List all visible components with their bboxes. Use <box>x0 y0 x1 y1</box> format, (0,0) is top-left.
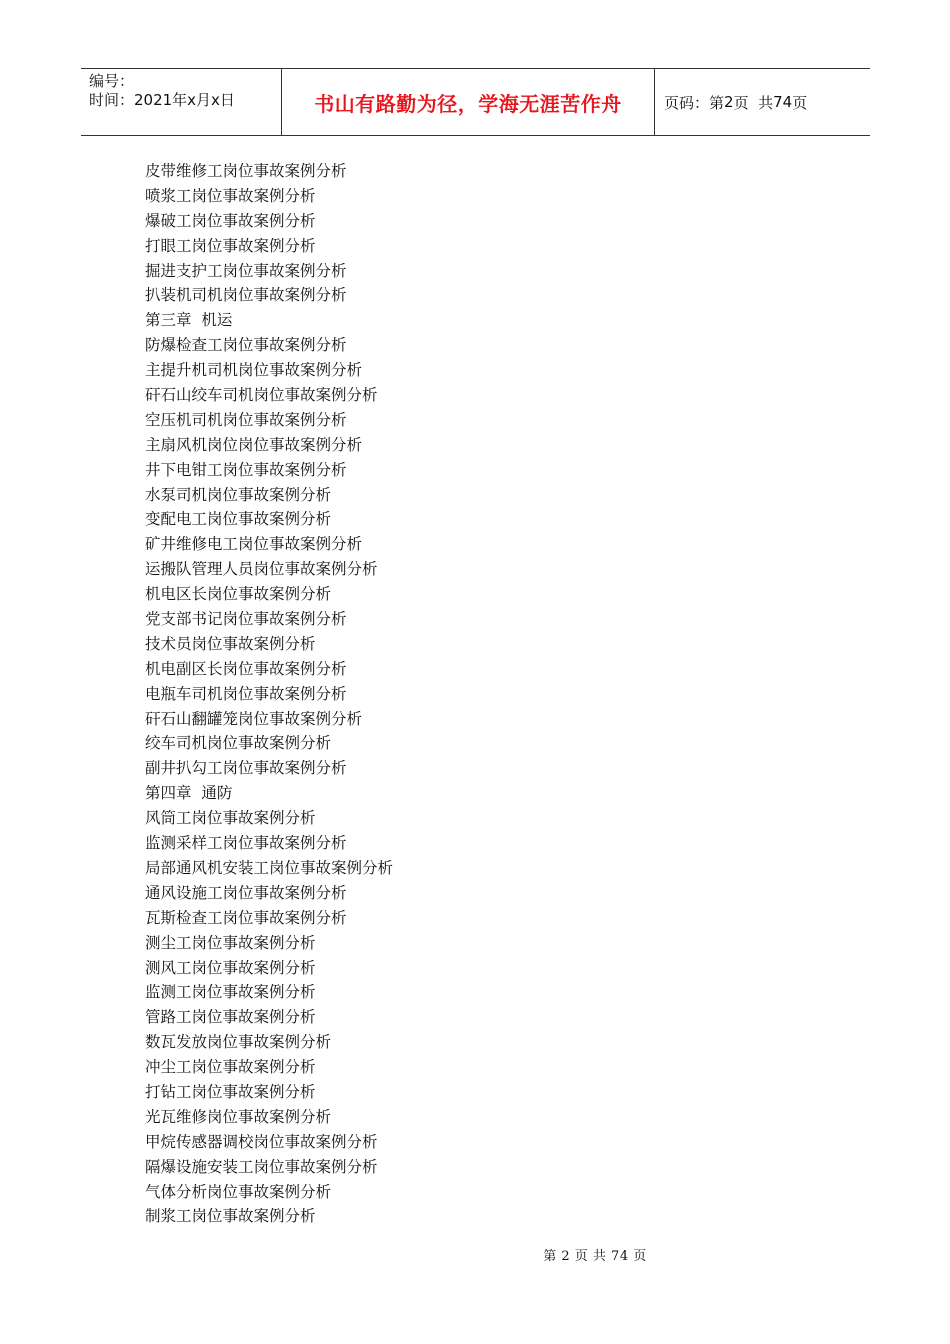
toc-item: 第三章 机运 <box>145 311 233 330</box>
toc-item: 管路工岗位事故案例分析 <box>145 1008 316 1027</box>
toc-item: 第四章 通防 <box>145 784 233 803</box>
toc-item: 防爆检查工岗位事故案例分析 <box>145 336 347 355</box>
document-number-label: 编号： <box>89 72 135 90</box>
toc-item: 皮带维修工岗位事故案例分析 <box>145 162 347 180</box>
toc-item: 电瓶车司机岗位事故案例分析 <box>145 684 347 703</box>
toc-item: 甲烷传感器调校岗位事故案例分析 <box>145 1132 378 1151</box>
page-prefix: 页码：第 <box>664 93 725 112</box>
table-of-contents <box>145 159 745 1229</box>
toc-item: 运搬队管理人员岗位事故案例分析 <box>145 560 378 579</box>
toc-item: 气体分析岗位事故案例分析 <box>145 1182 332 1201</box>
toc-item: 爆破工岗位事故案例分析 <box>145 211 316 230</box>
toc-item: 冲尘工岗位事故案例分析 <box>145 1058 316 1077</box>
page-header <box>81 68 870 136</box>
page-middle: 页 共 <box>733 93 774 112</box>
toc-item: 数瓦发放岗位事故案例分析 <box>145 1033 332 1052</box>
toc-item: 机电副区长岗位事故案例分析 <box>145 659 347 678</box>
header-page-indicator <box>655 69 870 135</box>
toc-item: 制浆工岗位事故案例分析 <box>145 1207 316 1226</box>
toc-item: 井下电钳工岗位事故案例分析 <box>145 460 347 479</box>
toc-item: 主扇风机岗位岗位事故案例分析 <box>145 435 363 454</box>
toc-item: 主提升机司机岗位事故案例分析 <box>145 361 363 380</box>
toc-item: 瓦斯检查工岗位事故案例分析 <box>145 908 347 927</box>
toc-item: 副井扒勾工岗位事故案例分析 <box>145 759 347 778</box>
page-suffix: 页 <box>792 93 808 112</box>
toc-item: 监测工岗位事故案例分析 <box>145 983 316 1002</box>
toc-item: 矸石山翻罐笼岗位事故案例分析 <box>145 709 363 728</box>
toc-item: 空压机司机岗位事故案例分析 <box>145 410 347 429</box>
toc-item: 测风工岗位事故案例分析 <box>145 958 316 977</box>
footer-page-number: 第 2 页 共 74 页 <box>543 1249 647 1264</box>
toc-item: 扒装机司机岗位事故案例分析 <box>145 286 347 305</box>
header-motto: 书山有路勤为径，学海无涯苦作舟 <box>282 69 655 135</box>
toc-item: 技术员岗位事故案例分析 <box>145 634 316 653</box>
toc-item: 打钻工岗位事故案例分析 <box>145 1082 316 1101</box>
toc-item: 隔爆设施安装工岗位事故案例分析 <box>145 1157 378 1176</box>
toc-item: 机电区长岗位事故案例分析 <box>145 585 332 604</box>
toc-item: 党支部书记岗位事故案例分析 <box>145 610 347 629</box>
document-time-label: 时间：2021年x月x日 <box>89 91 235 109</box>
toc-item: 矿井维修电工岗位事故案例分析 <box>145 535 363 554</box>
toc-item: 风筒工岗位事故案例分析 <box>145 809 316 828</box>
page-total: 74 <box>773 93 793 111</box>
toc-item: 绞车司机岗位事故案例分析 <box>145 734 332 753</box>
toc-item: 测尘工岗位事故案例分析 <box>145 933 316 952</box>
toc-item: 喷浆工岗位事故案例分析 <box>145 186 316 205</box>
toc-item: 水泵司机岗位事故案例分析 <box>145 485 332 504</box>
toc-item: 变配电工岗位事故案例分析 <box>145 510 332 529</box>
page-current: 2 <box>724 93 734 111</box>
toc-item: 掘进支护工岗位事故案例分析 <box>145 261 347 280</box>
page-footer <box>0 1245 950 1264</box>
toc-item: 监测采样工岗位事故案例分析 <box>145 834 347 853</box>
header-meta-cell <box>81 69 282 135</box>
toc-item: 打眼工岗位事故案例分析 <box>145 236 316 255</box>
toc-item: 矸石山绞车司机岗位事故案例分析 <box>145 386 378 405</box>
toc-item: 局部通风机安装工岗位事故案例分析 <box>145 858 394 877</box>
toc-item: 通风设施工岗位事故案例分析 <box>145 883 347 902</box>
toc-item: 光瓦维修岗位事故案例分析 <box>145 1107 332 1126</box>
